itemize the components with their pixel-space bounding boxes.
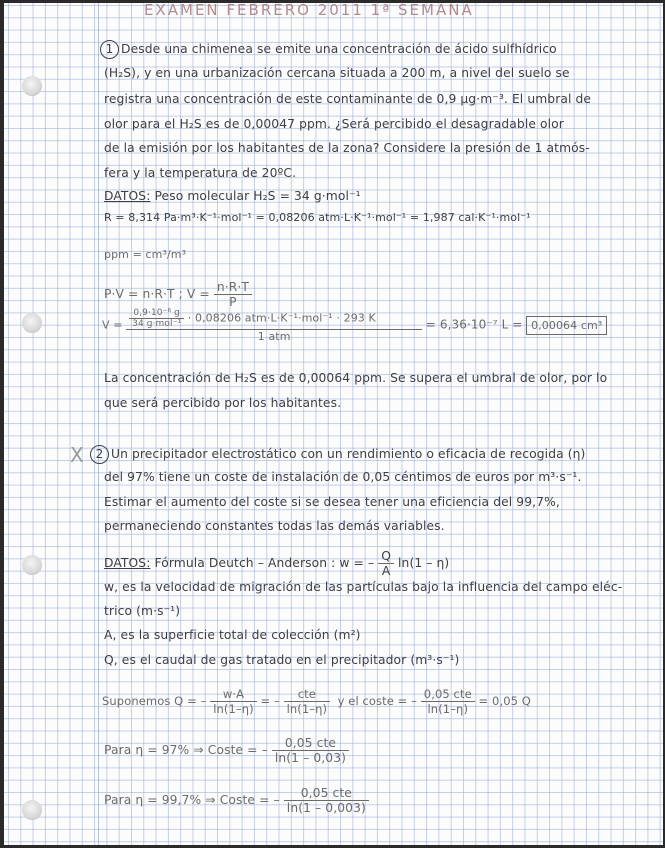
ppm-definition: ppm = cm³/m³ [104,248,187,261]
fraction: $\frac{\text{0,9·10⁻⁶ g}}{\text{34 g·mol⁻¹}}$ · 0,08206 atm·L·K⁻¹·mol⁻¹ · 293 K 1 atm [126,308,422,343]
volume-calculation: V = $\frac{\text{0,9·10⁻⁶ g}}{\text{34 g·mol⁻¹}}$ · 0,08206 atm·L·K⁻¹·mol⁻¹ · 293 K 1 atm = 6,36·10⁻⁷ L = 0,00064 cm³ [102,308,607,343]
definition-line: trico (m·s⁻¹) [104,604,181,618]
datos-line: DATOS: Peso molecular H₂S = 34 g·mol⁻¹ [104,189,361,203]
problem-number-badge: 1 [100,40,119,59]
definition-line: Q, es el caudal de gas tratado en el precipitador (m³·s⁻¹) [104,653,460,667]
problem-1-line: fera y la temperatura de 20ºC. [104,166,297,180]
ideal-gas-equation: P·V = n·R·T ; V = $\frac{n\cdot R\cdot T}{P}$ [104,280,252,309]
datos-label: DATOS: [104,556,151,570]
datos-line: DATOS: Fórmula Deutch – Anderson : w = – $\frac{Q}{A}$ ln(1 – η) [104,549,450,578]
problem-number-badge: 2 [90,445,109,464]
problem-1-line: registra una concentración de este contaminante de 0,9 μg·m⁻³. El umbral de [104,92,592,106]
notebook-page [4,3,663,845]
problem-2-line: permaneciendo constantes todas las demás variables. [104,519,445,533]
problem-1-line: olor para el H₂S es de 0,00047 ppm. ¿Será percibido el desagradable olor [104,117,564,131]
page-title: EXAMEN FEBRERO 2011 1ª SEMANA [144,1,474,19]
conclusion-line: La concentración de H₂S es de 0,00064 ppm. Se supera el umbral de olor, por lo [104,371,608,385]
boxed-result: 0,00064 cm³ [526,316,607,335]
problem-2-line: Estimar el aumento del coste si se desea tener una eficiencia del 99,7%, [104,495,560,509]
problem-1-line: (H₂S), y en una urbanización cercana situada a 200 m, a nivel del suelo se [104,66,570,80]
binder-hole [22,800,42,820]
gas-constant-line: R = 8,314 Pa·m³·K⁻¹·mol⁻¹ = 0,08206 atm·L·K⁻¹·mol⁻¹ = 1,987 cal·K⁻¹·mol⁻¹ [104,211,531,224]
problem-2-line: 2 Un precipitador electrostático con un rendimiento o eficacia de recogida (η) [90,445,585,464]
problem-1-line: 1 Desde una chimenea se emite una concentración de ácido sulfhídrico [100,40,557,59]
fraction: $\frac{Q}{A}$ [378,549,394,578]
binder-hole [22,76,42,96]
margin-line [98,3,99,845]
problem-1-line: de la emisión por los habitantes de la zona? Considere la presión de 1 atmós- [104,141,590,155]
binder-hole [22,313,42,333]
cost-97-equation: Para η = 97% ⇒ Coste = – $\frac{\text{0,05 cte}}{\ln(1 - 0,03)}$ [104,736,349,765]
cost-997-equation: Para η = 99,7% ⇒ Coste = – $\frac{\text{0,05 cte}}{\ln(1 - 0,003)}$ [104,786,369,815]
problem-2-line: del 97% tiene un coste de instalación de 0,05 céntimos de euros por m³·s⁻¹. [104,470,582,484]
datos-label: DATOS: [104,189,151,203]
fraction: $\frac{n\cdot R\cdot T}{P}$ [214,280,252,309]
conclusion-line: que será percibido por los habitantes. [104,396,342,410]
suponemos-equation: Suponemos Q = – $\frac{w\cdot A}{\ln(1-\eta)}$ = – $\frac{\text{cte}}{\ln(1-\eta)}$ y el coste = – $\frac{\text{0,05 cte}}{\ln(1-\eta)}$ = 0,05 Q [102,687,531,716]
x-mark: X [70,443,84,467]
definition-line: w, es la velocidad de migración de las partículas bajo la influencia del campo eléc- [104,580,623,594]
binder-hole [22,555,42,575]
definition-line: A, es la superficie total de colección (m²) [104,628,361,642]
